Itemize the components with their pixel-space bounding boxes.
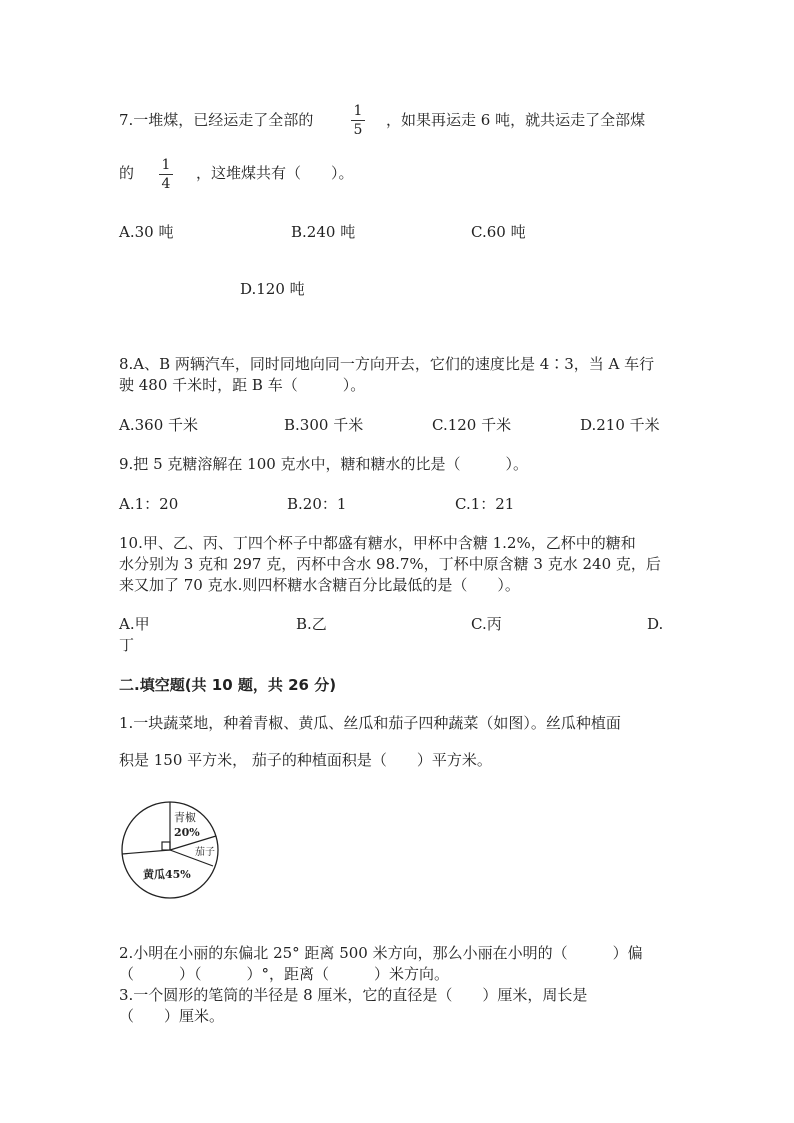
- q8-option-b: B.300 千米: [284, 416, 364, 434]
- q10-option-d-letter: D.: [647, 615, 664, 633]
- section-heading: 二.填空题(共 10 题，共 26 分): [119, 676, 337, 694]
- q7-frac1-denominator: 5: [353, 122, 363, 138]
- q10-line1: 10.甲、乙、丙、丁四个杯子中都盛有糖水，甲杯中含糖 1.2%，乙杯中的糖和: [119, 534, 636, 552]
- q9-option-c: C.1：21: [455, 495, 515, 513]
- q8-option-a: A.360 千米: [119, 416, 198, 434]
- q7-option-d: D.120 吨: [240, 280, 305, 298]
- q8-option-c: C.120 千米: [432, 416, 512, 434]
- q8-line1: 8.A、B 两辆汽车，同时同地向同一方向开去，它们的速度比是 4∶3，当 A 车行: [119, 355, 655, 373]
- q7-line2-b: ，这堆煤共有（ ）。: [196, 164, 354, 182]
- vegetable-pie-chart: [112, 800, 252, 910]
- q10-line2: 水分别为 3 克和 297 克，丙杯中含水 98.7%，丁杯中原含糖 3 克水 240 克，后: [119, 555, 661, 573]
- q10-option-a: A.甲: [119, 615, 150, 633]
- fraction-bar: [159, 174, 173, 175]
- q9-option-b: B.20：1: [287, 495, 347, 513]
- label-qingjiao-name: 青椒: [174, 811, 196, 824]
- q8-option-d: D.210 千米: [580, 416, 660, 434]
- q7-frac2-numerator: 1: [161, 157, 171, 173]
- q10-option-c: C.丙: [471, 615, 502, 633]
- q9-line1: 9.把 5 克糖溶解在 100 克水中，糖和糖水的比是（ ）。: [119, 455, 529, 473]
- label-qiezi: 茄子: [195, 847, 215, 858]
- q7-line1-a: 7.一堆煤，已经运走了全部的: [119, 111, 314, 129]
- fraction-bar: [351, 120, 365, 121]
- q7-option-b: B.240 吨: [291, 223, 356, 241]
- q7-frac1-numerator: 1: [353, 103, 363, 119]
- label-huanggua: 黄瓜45%: [143, 868, 191, 881]
- f2-line1: 2.小明在小丽的东偏北 25° 距离 500 米方向，那么小丽在小明的（ ）偏: [119, 944, 643, 962]
- q7-option-c: C.60 吨: [471, 223, 526, 241]
- q7-fraction-1: [348, 103, 368, 138]
- q7-frac2-denominator: 4: [161, 176, 171, 192]
- label-qingjiao-pct: 20%: [174, 826, 200, 839]
- q7-fraction-2: [156, 157, 176, 192]
- q9-option-a: A.1：20: [119, 495, 179, 513]
- q7-line1-b: ，如果再运走 6 吨，就共运走了全部煤: [386, 111, 646, 129]
- f1-line2: 积是 150 平方米， 茄子的种植面积是（ ）平方米。: [119, 751, 492, 769]
- q7-line2-a: 的: [119, 164, 135, 182]
- q10-line3: 来又加了 70 克水.则四杯糖水含糖百分比最低的是（ ）。: [119, 576, 520, 594]
- q10-option-b: B.乙: [296, 615, 327, 633]
- q8-line2: 驶 480 千米时，距 B 车（ ）。: [119, 376, 366, 394]
- q10-option-d-text: 丁: [119, 636, 135, 654]
- q7-option-a: A.30 吨: [119, 223, 174, 241]
- f3-line1: 3.一个圆形的笔筒的半径是 8 厘米，它的直径是（ ）厘米，周长是: [119, 986, 588, 1004]
- f1-line1: 1.一块蔬菜地，种着青椒、黄瓜、丝瓜和茄子四种蔬菜（如图）。丝瓜种植面: [119, 714, 621, 732]
- f3-line2: （ ）厘米。: [119, 1007, 225, 1025]
- f2-line2: （ ）（ ）°，距离（ ）米方向。: [119, 965, 450, 983]
